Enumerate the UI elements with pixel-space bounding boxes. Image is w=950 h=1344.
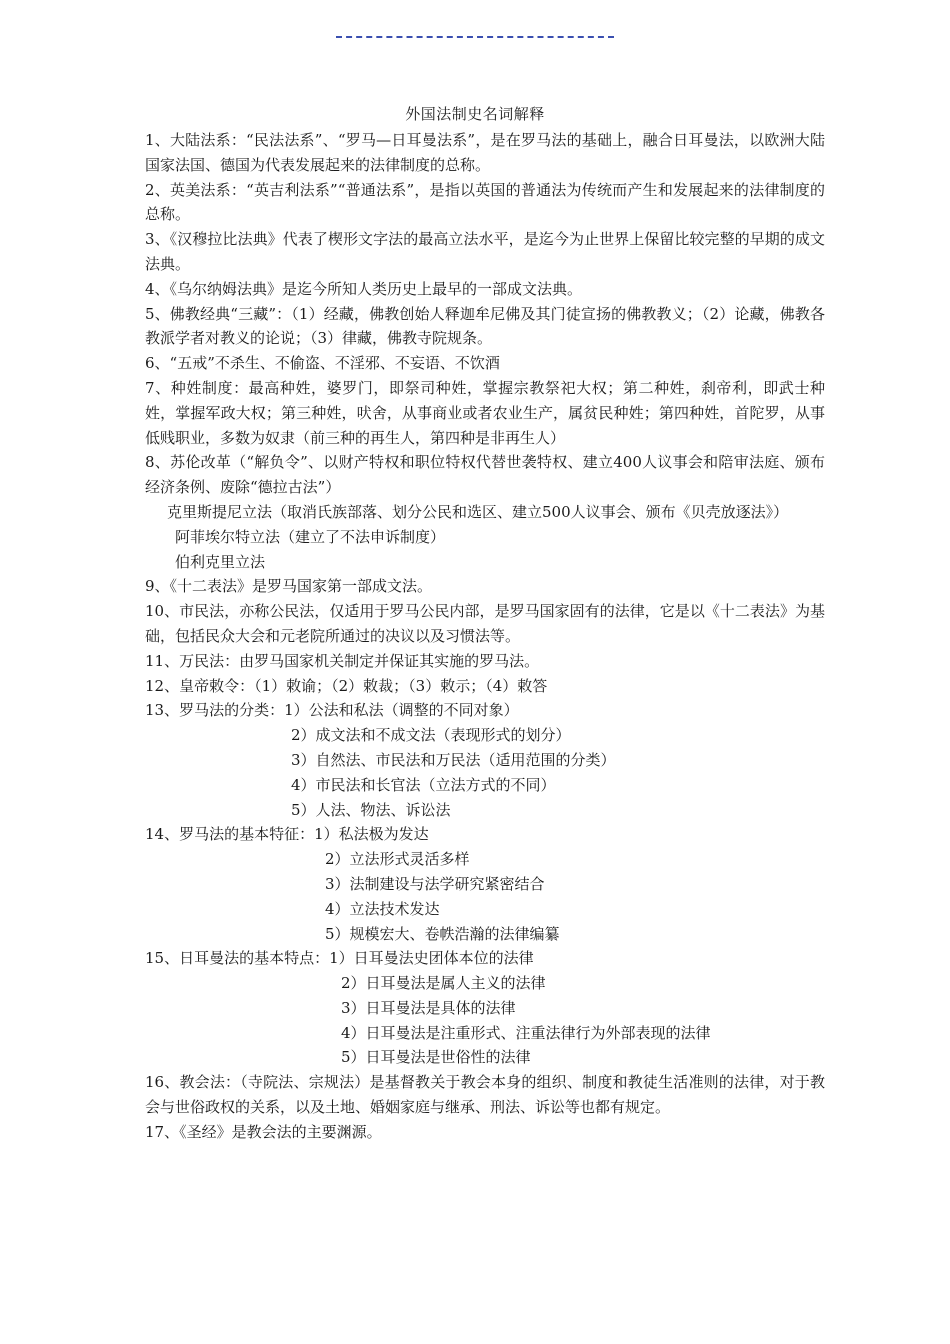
entry-13-item: 5）人法、物法、诉讼法 (291, 800, 451, 819)
entry-16: 16、教会法：（寺院法、宗规法）是基督教关于教会本身的组织、制度和教徒生活准则的法律，对于教会与世俗政权的关系，以及土地、婚姻家庭与继承、刑法、诉讼等也都有规定。 (145, 1073, 825, 1117)
entry-14-item: 2）立法形式灵活多样 (325, 850, 470, 869)
entry-13-head: 13、罗马法的分类：1）公法和私法（调整的不同对象） (145, 701, 519, 720)
entry-5: 5、佛教经典“三藏”：（1）经藏，佛教创始人释迦牟尼佛及其门徒宣扬的佛教教义；（2）论藏，佛教各教派学者对教义的论说；（3）律藏，佛教寺院规条。 (145, 304, 825, 348)
entry-3: 3、《汉穆拉比法典》代表了楔形文字法的最高立法水平，是迄今为止世界上保留比较完整的早期的成文法典。 (145, 230, 825, 273)
entry-7: 7、种姓制度：最高种姓，婆罗门，即祭司种姓，掌握宗教祭祀大权；第二种姓，刹帝利，即武士种姓，掌握军政大权；第三种姓，吠舍，从事商业或者农业生产，属贫民种姓；第四种姓，首陀罗，从事低贱职业，多数为奴隶（前三种的再生人，第四种是非再生人） (145, 378, 825, 447)
entry-15-item: 4）日耳曼法是注重形式、注重法律行为外部表现的法律 (341, 1023, 711, 1042)
entry-13-item: 2）成文法和不成文法（表现形式的划分） (291, 726, 571, 745)
entry-14-item: 3）法制建设与法学研究紧密结合 (325, 874, 545, 893)
document-title: 外国法制史名词解释 (405, 105, 545, 123)
entry-6: 6、“五戒”不杀生、不偷盗、不淫邪、不妄语、不饮酒 (145, 354, 500, 373)
entry-4: 4、《乌尔纳姆法典》是迄今所知人类历史上最早的一部成文法典。 (145, 279, 583, 298)
entry-11: 11、万民法：由罗马国家机关制定并保证其实施的罗马法。 (145, 651, 540, 670)
entry-15-item: 2）日耳曼法是属人主义的法律 (341, 974, 546, 993)
entry-10: 10、市民法，亦称公民法，仅适用于罗马公民内部，是罗马国家固有的法律，它是以《十二表法》为基础，包括民众大会和元老院所通过的决议以及习惯法等。 (145, 602, 825, 645)
document-body (145, 128, 825, 1145)
entry-13-item: 3）自然法、市民法和万民法（适用范围的分类） (291, 750, 616, 769)
entry-8-cleisthenes: 克里斯提尼立法（取消氏族部落、划分公民和选区、建立500人议事会、颁布《贝壳放逐法》） (167, 502, 789, 521)
entry-12: 12、皇帝敕令：（1）敕谕；（2）敕裁；（3）敕示；（4）敕答 (145, 676, 548, 695)
entry-14-item: 5）规模宏大、卷帙浩瀚的法律编纂 (325, 924, 560, 943)
entry-2: 2、英美法系：“英吉利法系”“普通法系”，是指以英国的普通法为传统而产生和发展起来的法律制度的总称。 (145, 180, 825, 224)
entry-8-pericles: 伯利克里立法 (175, 552, 266, 571)
entry-17: 17、《圣经》是教会法的主要渊源。 (145, 1122, 382, 1141)
entry-15-item: 5）日耳曼法是世俗性的法律 (341, 1048, 531, 1067)
entry-8-ephialtes: 阿菲埃尔特立法（建立了不法申诉制度） (175, 527, 446, 546)
entry-14-item: 4）立法技术发达 (325, 899, 440, 918)
entry-13-item: 4）市民法和长官法（立法方式的不同） (291, 775, 556, 794)
entry-9: 9、《十二表法》是罗马国家第一部成文法。 (145, 577, 433, 596)
entry-15-head: 15、日耳曼法的基本特点：1）日耳曼法史团体本位的法律 (145, 949, 534, 968)
header-dashed-rule (336, 36, 614, 38)
entry-15-item: 3）日耳曼法是具体的法律 (341, 998, 516, 1017)
entry-14-head: 14、罗马法的基本特征：1）私法极为发达 (145, 825, 429, 844)
entry-1: 1、大陆法系：“民法法系”、“罗马—日耳曼法系”，是在罗马法的基础上，融合日耳曼法，以欧洲大陆国家法国、德国为代表发展起来的法律制度的总称。 (145, 131, 825, 174)
entry-8: 8、苏伦改革（“解负令”、以财产特权和职位特权代替世袭特权、建立400人议事会和陪审法庭、颁布经济条例、废除“德拉古法”） (145, 453, 825, 497)
